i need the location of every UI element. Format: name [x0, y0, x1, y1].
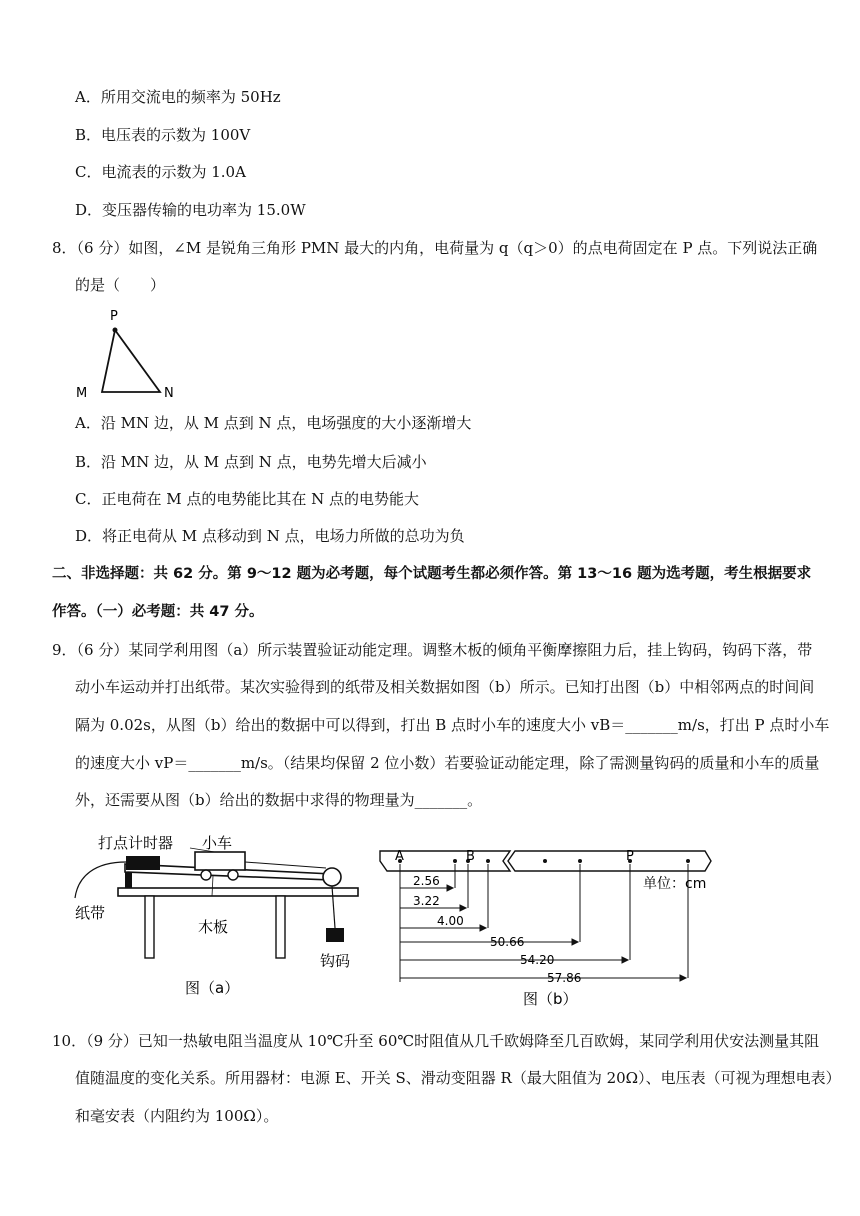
- section2-heading-line2: 作答。（一）必考题：共 47 分。: [52, 604, 264, 620]
- caption-fig-a: 图（a）: [185, 979, 240, 997]
- point-p-label: P: [626, 849, 634, 864]
- timer-device: [126, 856, 160, 870]
- dist-5: 54.20: [520, 953, 555, 967]
- dist-3: 4.00: [437, 914, 464, 928]
- q7-option-d: D．变压器传输的电功率为 15.0W: [75, 201, 306, 219]
- q9-figure-a: [70, 828, 370, 1003]
- q9-line4: 的速度大小 vP＝_______m/s。（结果均保留 2 位小数）若要验证动能定理，除了需测量钩码的质量和小车的质量: [75, 754, 820, 772]
- q9-line5: 外，还需要从图（b）给出的数据中求得的物理量为_______。: [75, 791, 483, 809]
- label-m: M: [76, 386, 88, 401]
- hanging-weight: [326, 928, 344, 942]
- label-n: N: [164, 386, 174, 401]
- q7-option-b: B．电压表的示数为 100V: [75, 126, 251, 144]
- label-board: 木板: [198, 918, 229, 936]
- point-b-label: B: [466, 849, 475, 864]
- q10-line1: 10．（9 分）已知一热敏电阻当温度从 10℃升至 60℃时阻值从几千欧姆降至几百欧姆，某同学利用伏安法测量其阻: [52, 1032, 820, 1050]
- q10-line2: 值随温度的变化关系。所用器材：电源 E、开关 S、滑动变阻器 R（最大阻值为 20Ω）、电压表（可视为理想电表）: [75, 1069, 841, 1087]
- q8-option-c: C．正电荷在 M 点的电势能比其在 N 点的电势能大: [75, 490, 420, 508]
- label-cart: 小车: [202, 834, 233, 852]
- q9-line1: 9．（6 分）某同学利用图（a）所示装置验证动能定理。调整木板的倾角平衡摩擦阻力后，挂上钩码，钩码下落，带: [52, 641, 813, 659]
- dist-4: 50.66: [490, 935, 525, 949]
- q8-stem-line2: 的是（ ）: [75, 276, 166, 294]
- label-p: P: [110, 309, 118, 324]
- q8-option-b: B．沿 MN 边，从 M 点到 N 点，电势先增大后减小: [75, 453, 427, 471]
- cart: [195, 852, 245, 870]
- section2-heading-line1: 二、非选择题：共 62 分。第 9～12 题为必考题，每个试题考生都必须作答。第 13～16 题为选考题，考生根据要求: [52, 566, 812, 582]
- dist-1: 2.56: [413, 874, 440, 888]
- q7-option-c: C．电流表的示数为 1.0A: [75, 163, 246, 181]
- q10-line3: 和毫安表（内阻约为 100Ω）。: [75, 1107, 279, 1125]
- q8-option-a: A．沿 MN 边，从 M 点到 N 点，电场强度的大小逐渐增大: [75, 414, 472, 432]
- q7-option-a: A．所用交流电的频率为 50Hz: [75, 88, 281, 106]
- q9-line2: 动小车运动并打出纸带。某次实验得到的纸带及相关数据如图（b）所示。已知打出图（b）中相邻两点的时间间: [75, 678, 815, 696]
- label-weight: 钩码: [320, 952, 351, 970]
- label-tape: 纸带: [75, 904, 106, 922]
- dist-2: 3.22: [413, 894, 440, 908]
- q9-line3: 隔为 0.02s，从图（b）给出的数据中可以得到，打出 B 点时小车的速度大小 vB＝_______m/s，打出 P 点时小车: [75, 716, 830, 734]
- q8-triangle-figure: [70, 305, 190, 405]
- unit-label: 单位：cm: [643, 876, 707, 892]
- q8-stem-line1: 8．（6 分）如图，∠M 是锐角三角形 PMN 最大的内角，电荷量为 q（q＞0）的点电荷固定在 P 点。下列说法正确: [52, 239, 818, 257]
- q8-option-d: D．将正电荷从 M 点移动到 N 点，电场力所做的总功为负: [75, 527, 465, 545]
- label-timer: 打点计时器: [98, 834, 174, 852]
- dist-6: 57.86: [547, 971, 582, 985]
- q9-figure-b: [375, 846, 720, 1008]
- point-a-label: A: [395, 849, 404, 864]
- caption-fig-b: 图（b）: [523, 990, 578, 1008]
